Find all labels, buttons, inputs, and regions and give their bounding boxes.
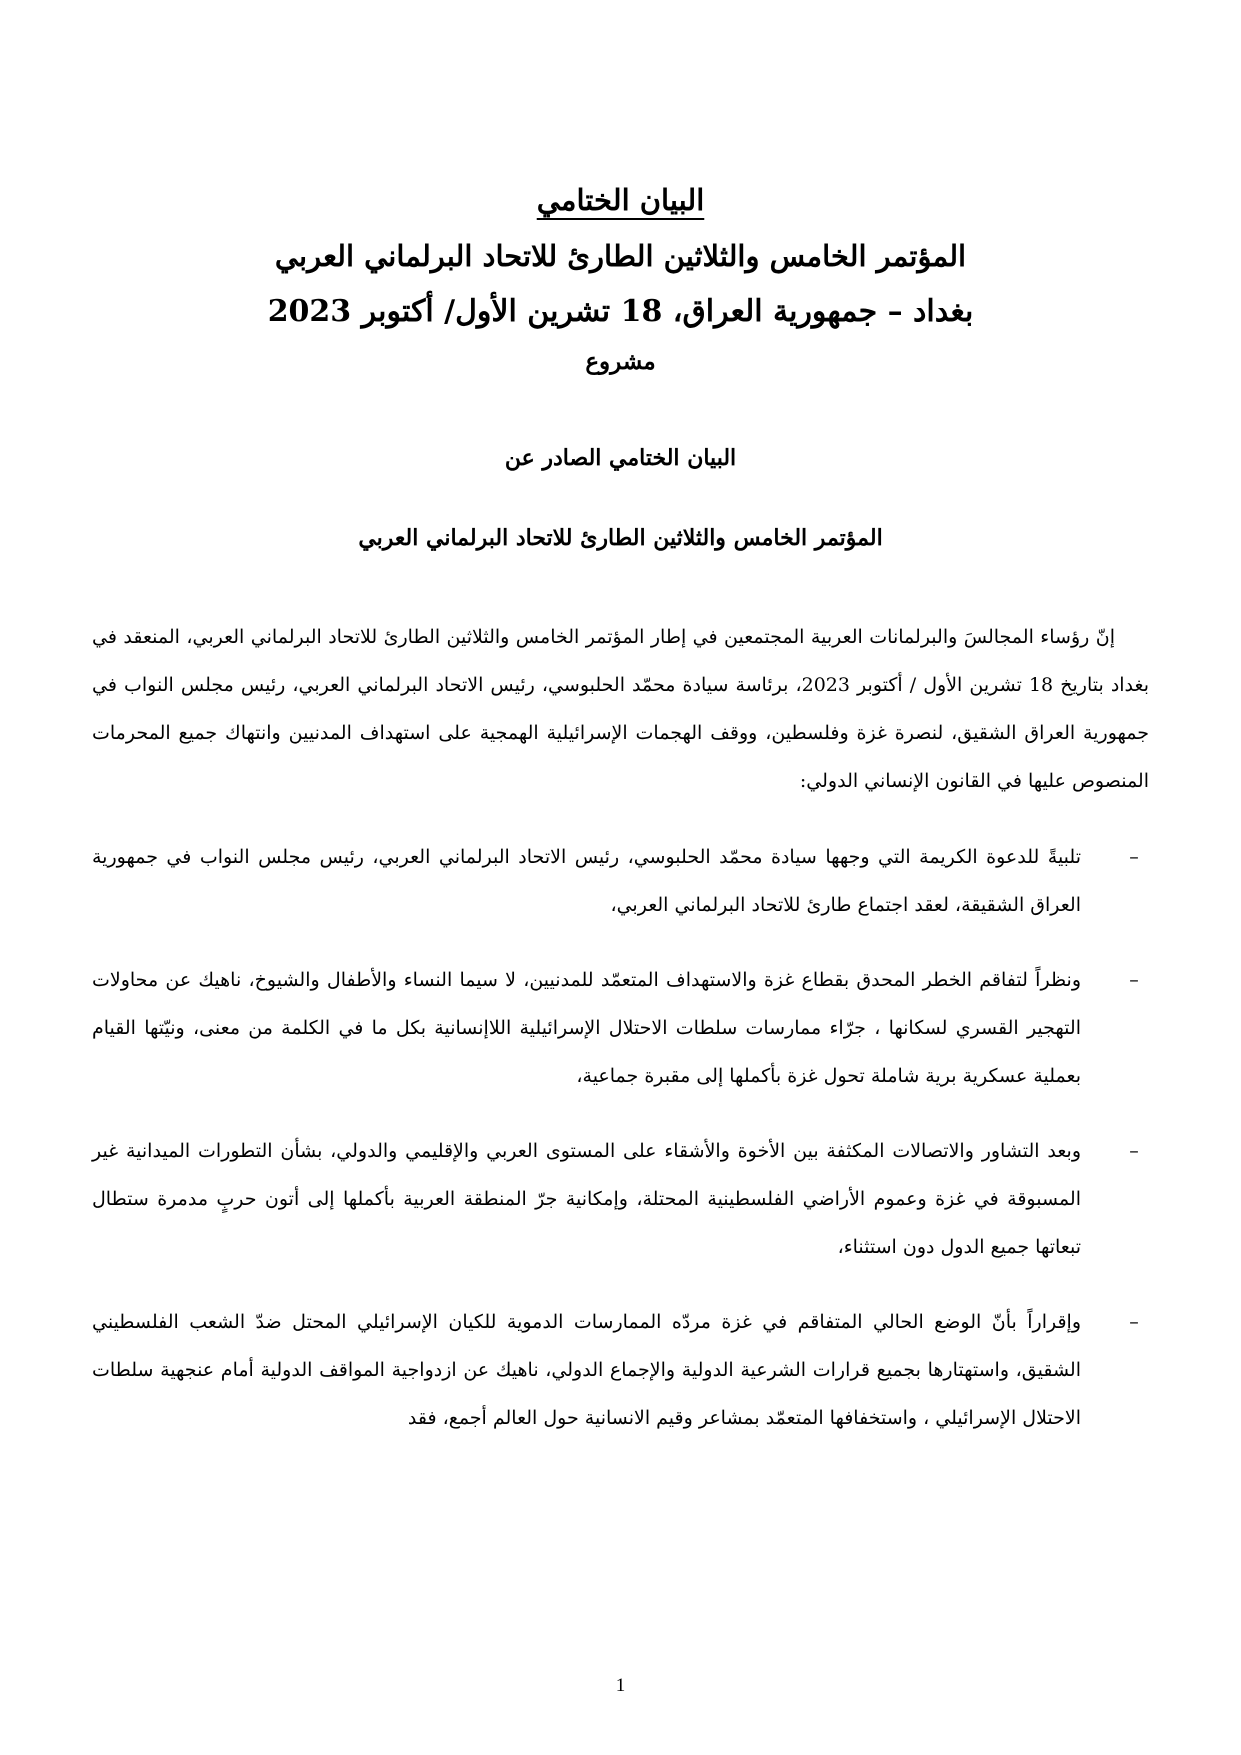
conference-subheading: المؤتمر الخامس والثلاثين الطارئ للاتحاد البرلماني العربي	[358, 525, 883, 551]
preamble-list	[92, 833, 1149, 1469]
draft-label: مشروع	[585, 348, 656, 375]
document-title: البيان الختامي	[536, 183, 705, 217]
dash-marker: –	[1129, 969, 1139, 991]
dash-marker: –	[1129, 1311, 1139, 1333]
dash-marker: –	[1129, 1140, 1139, 1162]
list-item	[92, 1127, 1149, 1271]
document-header	[140, 178, 1101, 558]
dash-marker: –	[1129, 846, 1139, 868]
list-item-text: ونظراً لتفاقم الخطر المحدق بقطاع غزة والاستهداف المتعمّد للمدنيين، لا سيما النساء والأطفال والشيوخ، ناهيك عن محاولات التهجير القسري لسكانها ، جرّاء ممارسات سلطات الاحتلال الإسرائيلية اللاإنسانية بكل ما في الكلمة من معنى، ونيّتها القيام بعملية عسكرية برية شاملة تحول غزة بأكملها إلى مقبرة جماعية،	[92, 969, 1081, 1087]
list-item	[92, 1298, 1149, 1442]
list-item	[92, 956, 1149, 1100]
list-item	[92, 833, 1149, 929]
list-item-text: تلبيةً للدعوة الكريمة التي وجهها سيادة محمّد الحلبوسي، رئيس الاتحاد البرلماني العربي، رئيس مجلس النواب في جمهورية العراق الشقيقة، لعقد اجتماع طارئ للاتحاد البرلماني العربي،	[92, 846, 1081, 916]
conference-title: المؤتمر الخامس والثلاثين الطارئ للاتحاد البرلماني العربي	[274, 239, 967, 273]
place-date-line: بغداد – جمهورية العراق، 18 تشرين الأول/ أكتوبر 2023	[267, 294, 974, 329]
issued-by-heading: البيان الختامي الصادر عن	[504, 445, 737, 471]
page-number: 1	[615, 1675, 626, 1696]
list-item-text: وإقراراً بأنّ الوضع الحالي المتفاقم في غزة مردّه الممارسات الدموية للكيان الإسرائيلي المحتل ضدّ الشعب الفلسطيني الشقيق، واستهتارها بجميع قرارات الشرعية الدولية والإجماع الدولي، ناهيك عن ازدواجية المواقف الدولية أمام عنجهية سلطات الاحتلال الإسرائيلي ، واستخفافها المتعمّد بمشاعر وقيم الانسانية حول العالم أجمع، فقد	[92, 1311, 1081, 1429]
intro-paragraph: إنّ رؤساء المجالسَ والبرلمانات العربية المجتمعين في إطار المؤتمر الخامس والثلاثين الطارئ للاتحاد البرلماني العربي، المنعقد في بغداد بتاريخ 18 تشرين الأول / أكتوبر 2023، برئاسة سيادة محمّد الحلبوسي، رئيس الاتحاد البرلماني العربي، رئيس مجلس النواب في جمهورية العراق الشقيق، لنصرة غزة وفلسطين، ووقف الهجمات الإسرائيلية الهمجية على استهداف المدنيين وانتهاك جميع المحرمات المنصوص عليها في القانون الإنساني الدولي:	[92, 626, 1149, 792]
list-item-text: وبعد التشاور والاتصالات المكثفة بين الأخوة والأشقاء على المستوى العربي والإقليمي والدولي، بشأن التطورات الميدانية غير المسبوقة في غزة وعموم الأراضي الفلسطينية المحتلة، وإمكانية جرّ المنطقة العربية بأكملها إلى أتون حربٍ مدمرة ستطال تبعاتها جميع الدول دون استثناء،	[92, 1140, 1081, 1258]
